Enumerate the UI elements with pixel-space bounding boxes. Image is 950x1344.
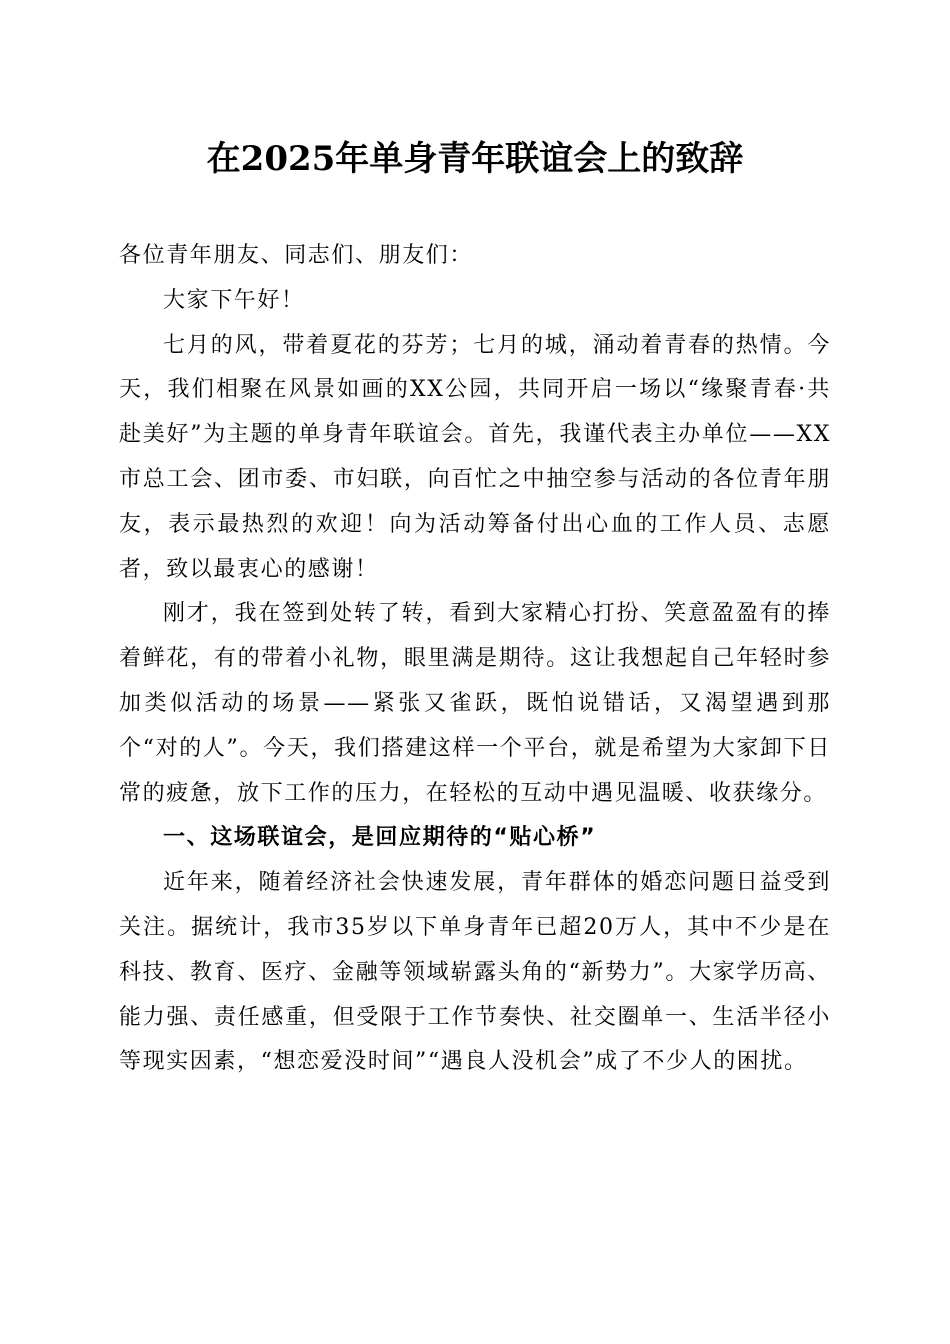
section-heading: 一、这场联谊会，是回应期待的“贴心桥”	[163, 825, 597, 851]
greeting: 大家下午好！	[163, 287, 305, 313]
document-title: 在2025年单身青年联谊会上的致辞	[206, 139, 744, 179]
paragraph-opening: 七月的风，带着夏花的芬芳；七月的城，涌动着青春的热情。今天，我们相聚在风景如画的XX公园，共同开启一场以“缘聚青春·共赴美好”为主题的单身青年联谊会。首先，我谨代表主办单位——XX市总工会、团市委、市妇联，向百忙之中抽空参与活动的各位青年朋友，表示最热烈的欢迎！向为活动筹备付出心血的工作人员、志愿者，致以最衷心的感谢！	[119, 332, 831, 582]
salutation: 各位青年朋友、同志们、朋友们：	[119, 243, 474, 268]
paragraph-section-one: 近年来，随着经济社会快速发展，青年群体的婚恋问题日益受到关注。据统计，我市35岁以下单身青年已超20万人，其中不少是在科技、教育、医疗、金融等领域崭露头角的“新势力”。大家学历高、能力强、责任感重，但受限于工作节奏快、社交圈单一、生活半径小等现实因素，“想恋爱没时间”“遇良人没机会”成了不少人的困扰。	[119, 870, 831, 1075]
document-body	[119, 234, 831, 1085]
paragraph-signin: 刚才，我在签到处转了转，看到大家精心打扮、笑意盈盈有的捧着鲜花，有的带着小礼物，眼里满是期待。这让我想起自己年轻时参加类似活动的场景——紧张又雀跃，既怕说错话，又渴望遇到那个“对的人”。今天，我们搭建这样一个平台，就是希望为大家卸下日常的疲惫，放下工作的压力，在轻松的互动中遇见温暖、收获缘分。	[119, 601, 831, 806]
